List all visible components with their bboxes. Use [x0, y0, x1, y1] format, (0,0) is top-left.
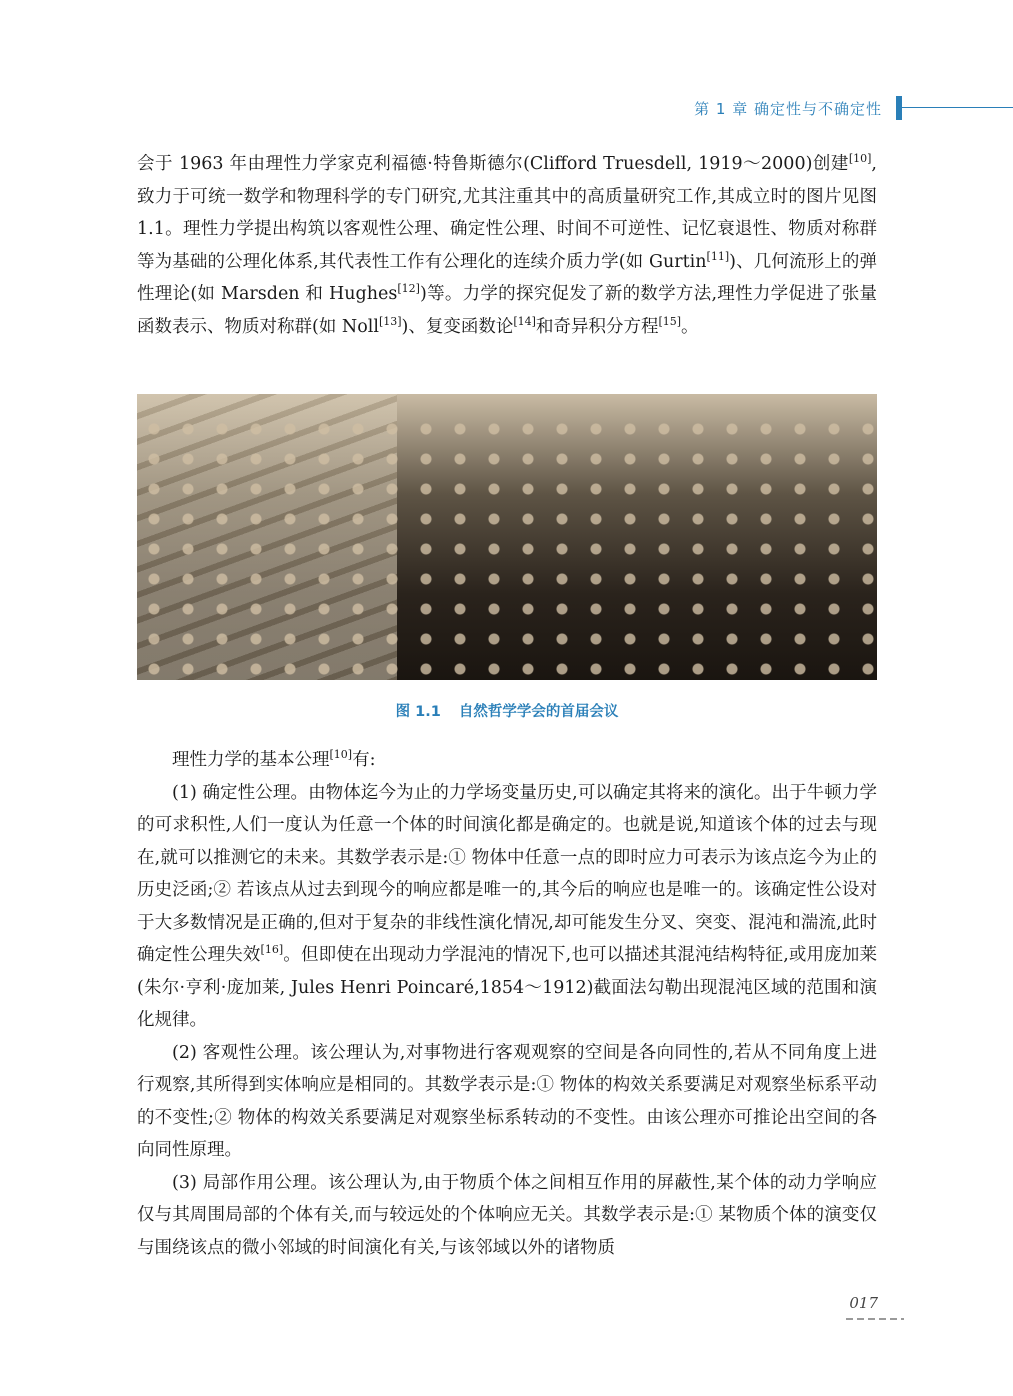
- axiom-objectivity: (2) 客观性公理。该公理认为,对事物进行客观观察的空间是各向同性的,若从不同角度上进行观察,其所得到实体响应是相同的。其数学表示是:① 物体的构效关系要满足对观察坐标系平动的不变性;② 物体的构效关系要满足对观察坐标系转动的不变性。由该公理亦可推论出空间的各向同性原理。: [137, 1042, 877, 1160]
- citation-10-body: [10]: [329, 748, 353, 762]
- running-head-bar: [896, 96, 902, 120]
- page-number-dashes: [846, 1318, 904, 1320]
- intro-paragraph: 会于 1963 年由理性力学家克利福德·特鲁斯德尔(Clifford Truesdell, 1919～2000)创建[10],致力于可统一数学和物理科学的专门研究,尤其注重其中的高质量研究工作,其成立时的图片见图 1.1。理性力学提出构筑以客观性公理、确定性公理、时间不可逆性、记忆衰退性、物质对称群等为基础的公理化体系,其代表性工作有公理化的连续介质力学(如 Gurtin[11])、几何流形上的弹性理论(如 Marsden 和 Hughes[12])等。力学的探究促发了新的数学方法,理性力学促进了张量函数表示、物质对称群(如 Noll[13])、复变函数论[14]和奇异积分方程[15]。: [137, 152, 878, 337]
- page-number: 017: [849, 1294, 878, 1312]
- body-text: [137, 744, 877, 1264]
- citation-15: [15]: [658, 314, 682, 328]
- figure-title: 自然哲学学会的首届会议: [458, 704, 619, 720]
- running-head: 第 1 章 确定性与不确定性: [694, 100, 882, 118]
- citation-14: [14]: [513, 314, 536, 328]
- axiom-locality: (3) 局部作用公理。该公理认为,由于物质个体之间相互作用的屏蔽性,某个体的动力学响应仅与其周围局部的个体有关,而与较远处的个体响应无关。其数学表示是:① 某物质个体的演变仅与围绕该点的微小邻域的时间演化有关,与该邻域以外的诸物质: [137, 1172, 877, 1258]
- citation-16: [16]: [260, 943, 284, 957]
- citation-10: [10]: [848, 152, 872, 166]
- running-head-rule: [902, 107, 1013, 108]
- citation-12: [12]: [397, 282, 420, 296]
- photo-crowd: [137, 414, 877, 680]
- citation-13: [13]: [378, 314, 402, 328]
- group-photo: [137, 394, 877, 680]
- axiom-determinism: (1) 确定性公理。由物体迄今为止的力学场变量历史,可以确定其将来的演化。出于牛顿力学的可求积性,人们一度认为任意一个体的时间演化都是确定的。也就是说,知道该个体的过去与现在,就可以推测它的未来。其数学表示是:① 物体中任意一点的即时应力可表示为该点迄今为止的历史泛函;② 若该点从过去到现今的响应都是唯一的,其今后的响应也是唯一的。该确定性公设对于大多数情况是正确的,但对于复杂的非线性演化情况,却可能发生分叉、突变、混沌和湍流,此时确定性公理失效[16]。但即使在出现动力学混沌的情况下,也可以描述其混沌结构特征,或用庞加莱(朱尔·亨利·庞加莱, Jules Henri Poincaré,1854～1912)截面法勾勒出现混沌区域的范围和演化规律。: [137, 782, 877, 1030]
- axioms-intro: 理性力学的基本公理[10]有:: [172, 748, 376, 770]
- citation-11: [11]: [706, 249, 730, 263]
- figure-number: 图 1.1: [395, 704, 441, 720]
- figure-caption: [137, 700, 877, 721]
